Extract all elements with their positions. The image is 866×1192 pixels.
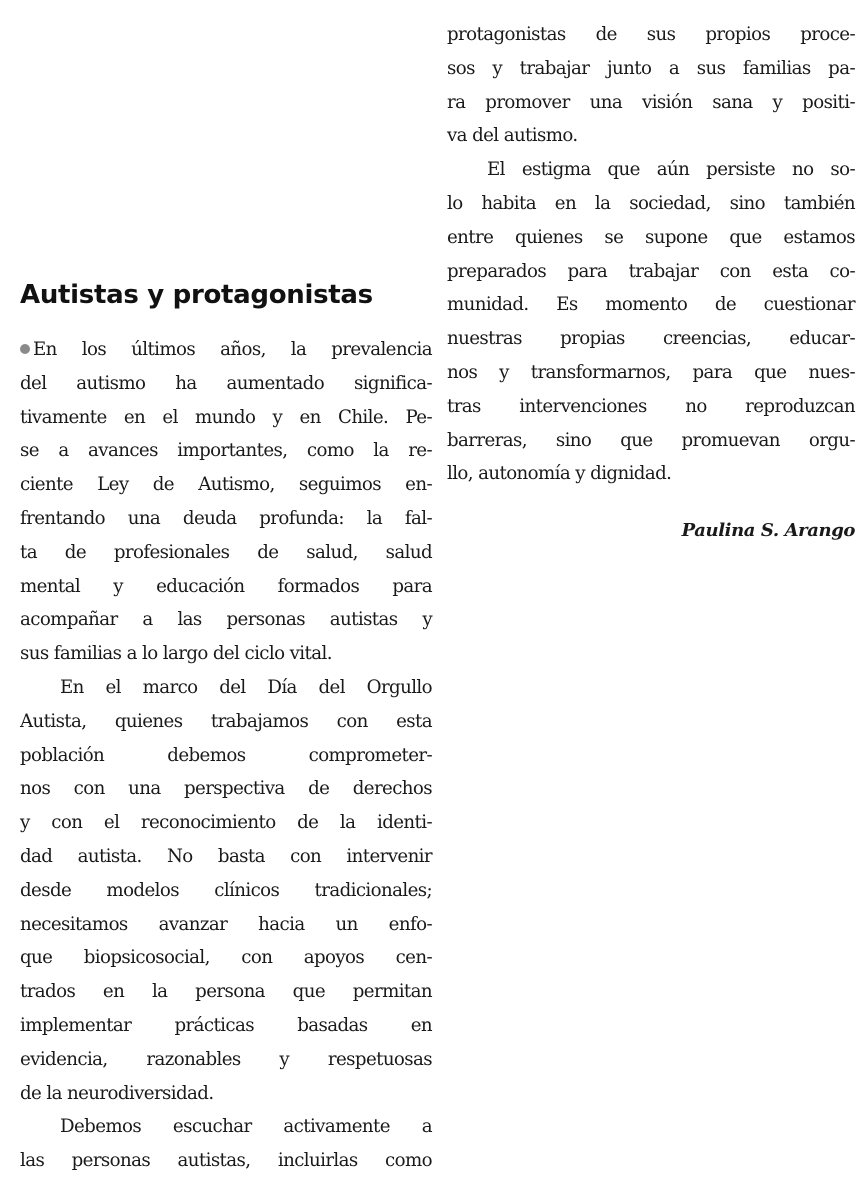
text-line-content: En los últimos años, la prevalencia bbox=[33, 339, 432, 360]
text-line: ciente Ley de Autismo, seguimos en- bbox=[20, 474, 432, 496]
text-line: mental y educación formados para bbox=[20, 575, 432, 597]
bullet-icon bbox=[20, 344, 30, 354]
left-column bbox=[20, 279, 432, 1178]
text-line: preparados para trabajar con esta co- bbox=[447, 260, 855, 282]
text-line: nos y transformarnos, para que nues- bbox=[447, 361, 855, 383]
text-line: población debemos comprometer- bbox=[20, 744, 432, 766]
text-line: Autista, quienes trabajamos con esta bbox=[20, 710, 432, 732]
text-line: barreras, sino que promuevan orgu- bbox=[447, 429, 855, 451]
author-signature: Paulina S. Arango bbox=[681, 520, 855, 542]
text-line: las personas autistas, incluirlas como bbox=[20, 1150, 432, 1172]
text-line: que biopsicosocial, con apoyos cen- bbox=[20, 947, 432, 969]
text-line: munidad. Es momento de cuestionar bbox=[447, 294, 855, 316]
text-line: En el marco del Día del Orgullo bbox=[60, 676, 432, 698]
text-line: desde modelos clínicos tradicionales; bbox=[20, 879, 432, 901]
text-line: dad autista. No basta con intervenir bbox=[20, 845, 432, 867]
text-line: acompañar a las personas autistas y bbox=[20, 609, 432, 631]
text-line: entre quienes se supone que estamos bbox=[447, 226, 855, 248]
text-line: sus familias a lo largo del ciclo vital. bbox=[20, 643, 332, 665]
text-line: nuestras propias creencias, educar- bbox=[447, 328, 855, 350]
text-line: ra promover una visión sana y positi- bbox=[447, 91, 855, 113]
text-line: nos con una perspectiva de derechos bbox=[20, 778, 432, 800]
paragraph-1 bbox=[20, 333, 432, 671]
text-line: sos y trabajar junto a sus familias pa- bbox=[447, 57, 855, 79]
text-line: lo habita en la sociedad, sino también bbox=[447, 192, 855, 214]
right-column bbox=[447, 18, 855, 547]
paragraph-3-continued bbox=[447, 18, 855, 153]
text-line: de la neurodiversidad. bbox=[20, 1082, 214, 1104]
text-line: implementar prácticas basadas en bbox=[20, 1014, 432, 1036]
paragraph-2 bbox=[20, 671, 432, 1110]
text-line bbox=[20, 333, 432, 367]
text-line: El estigma que aún persiste no so- bbox=[487, 159, 855, 181]
text-line: frentando una deuda profunda: la fal- bbox=[20, 507, 432, 529]
text-line: del autismo ha aumentado significa- bbox=[20, 372, 432, 394]
text-line: ta de profesionales de salud, salud bbox=[20, 541, 432, 563]
text-line: Debemos escuchar activamente a bbox=[60, 1116, 432, 1138]
text-line: tras intervenciones no reproduzcan bbox=[447, 395, 855, 417]
text-line: llo, autonomía y dignidad. bbox=[447, 463, 672, 485]
text-line: y con el reconocimiento de la identi- bbox=[20, 812, 432, 834]
text-line: protagonistas de sus propios proce- bbox=[447, 24, 855, 45]
text-line: tivamente en el mundo y en Chile. Pe- bbox=[20, 406, 432, 428]
text-line: va del autismo. bbox=[447, 125, 578, 147]
text-line: evidencia, razonables y respetuosas bbox=[20, 1048, 432, 1070]
paragraph-3 bbox=[20, 1110, 432, 1178]
article-headline: Autistas y protagonistas bbox=[20, 280, 373, 310]
text-line: se a avances importantes, como la re- bbox=[20, 440, 432, 462]
paragraph-4 bbox=[447, 153, 855, 491]
text-line: necesitamos avanzar hacia un enfo- bbox=[20, 913, 432, 935]
text-line: trados en la persona que permitan bbox=[20, 981, 432, 1003]
